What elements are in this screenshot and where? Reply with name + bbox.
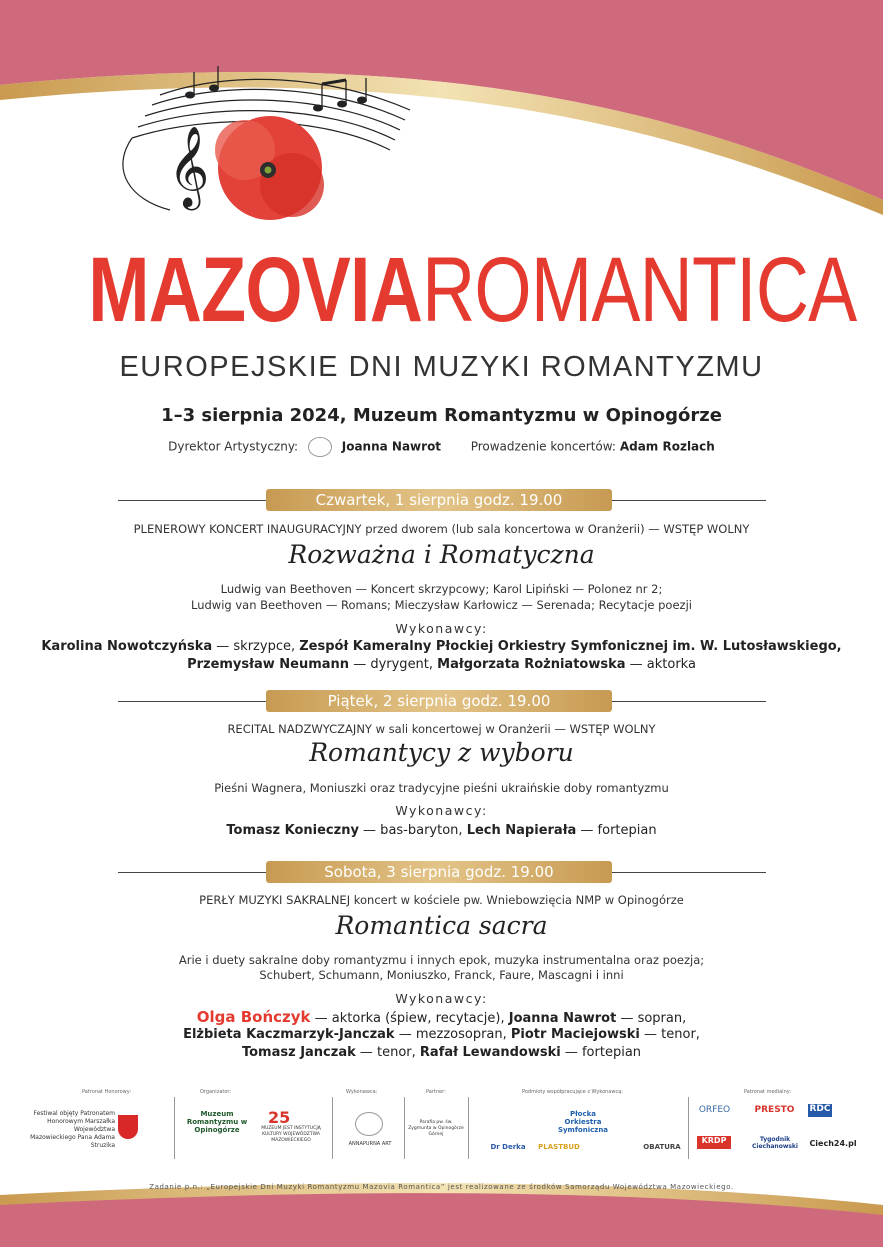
performer-name: Joanna Nawrot xyxy=(508,1011,617,1026)
footer-divider xyxy=(174,1097,175,1159)
event-type: RECITAL NADZWYCZAJNY w sali koncertowej w Oranżerii — WSTĘP WOLNY xyxy=(227,722,656,736)
sponsor-logo: Dr Derka xyxy=(490,1143,526,1151)
performers-line xyxy=(0,638,883,656)
event-title: Romantica sacra xyxy=(335,911,548,940)
directors-line xyxy=(0,437,883,457)
media-logo: RDC xyxy=(808,1104,832,1117)
performer-name: Tomasz Janczak xyxy=(241,1045,356,1060)
event-program-line: Arie i duety sakralne doby romantyzmu i innych epok, muzyka instrumentalna oraz poezja; xyxy=(178,953,705,967)
performers-label: Wykonawcy: xyxy=(395,991,488,1006)
host-label: Prowadzenie koncertów: xyxy=(470,439,616,454)
host-name: Adam Rozlach xyxy=(619,439,715,454)
performer-role: — mezzosopran, xyxy=(394,1027,511,1042)
event-program-line: Pieśni Wagnera, Moniuszki oraz tradycyjne pieśni ukraińskie doby romantyzmu xyxy=(214,781,669,795)
dates-place: 1–3 sierpnia 2024, Muzeum Romantyzmu w Opinogórze xyxy=(161,405,722,426)
performer-name: Zespół Kameralny Płockiej Orkiestry Symfonicznej im. W. Lutosławskiego, xyxy=(299,639,842,654)
sponsor-logo: Płocka Orkiestra Symfoniczna xyxy=(557,1110,609,1134)
treble-clef-icon: 𝄞 xyxy=(168,125,210,207)
media-logo: Tygodnik Ciechanowski xyxy=(752,1136,798,1150)
mountain-logo-icon xyxy=(355,1112,383,1136)
performer-name: Tomasz Konieczny xyxy=(226,823,359,838)
performers-line xyxy=(0,822,883,840)
footer-divider xyxy=(404,1097,405,1159)
event-title: Romantycy z wyboru xyxy=(309,738,574,767)
performer-name: Rafał Lewandowski xyxy=(419,1045,561,1060)
performers-line xyxy=(0,656,883,674)
event-date-badge: Czwartek, 1 sierpnia godz. 19.00 xyxy=(266,489,612,511)
performer-logo: ANNAPURNA ART xyxy=(348,1141,392,1147)
event-program-line: Ludwig van Beethoven — Koncert skrzypcowy; Karol Lipiński — Polonez nr 2; xyxy=(220,582,663,596)
performer-role: — fortepian xyxy=(560,1045,642,1060)
performers-label: Wykonawcy: xyxy=(395,803,488,818)
performers-line xyxy=(0,1044,883,1062)
sponsor-logo: OBATURA xyxy=(643,1143,681,1151)
performer-name: Przemysław Neumann xyxy=(187,657,350,672)
festival-title xyxy=(88,239,857,341)
patronage-text: Festiwal objęty Patronatem Honorowym Marszałka Województwa Mazowieckiego Pana Adama Struzika xyxy=(30,1110,115,1149)
festival-title-bold: MAZOVIA xyxy=(88,239,423,341)
footer-label-media: Patronat medialny: xyxy=(744,1089,792,1095)
footer-label-partner: Partner: xyxy=(426,1089,446,1095)
partner-logo: Parafia pw. św. Zygmunta w Opinogórze Górnej xyxy=(408,1120,464,1137)
event-type: PERŁY MUZYKI SAKRALNEJ koncert w kościele pw. Wniebowzięcia NMP w Opinogórze xyxy=(199,893,684,907)
performer-name: Karolina Nowotczyńska xyxy=(41,639,213,654)
performer-role: — skrzypce, xyxy=(212,639,300,654)
sponsor-logo: PLASTBUD xyxy=(538,1143,580,1151)
footer-label-patronage: Patronat Honorowy: xyxy=(82,1089,132,1095)
performer-name: Małgorzata Rożniatowska xyxy=(437,657,626,672)
media-logo: KRDP xyxy=(697,1136,731,1149)
performer-role: — tenor, xyxy=(639,1027,700,1042)
footer-label-cooperating: Podmioty współpracujące z Wykonawcą: xyxy=(522,1089,623,1095)
event-title: Rozważna i Romatyczna xyxy=(288,540,595,569)
performer-name: Piotr Maciejowski xyxy=(510,1027,640,1042)
event-program-line: Ludwig van Beethoven — Romans; Mieczysław Karłowicz — Serenada; Recytacje poezji xyxy=(191,598,692,612)
artistic-director-label: Dyrektor Artystyczny: xyxy=(168,439,299,454)
media-logo: ORFEO xyxy=(698,1105,731,1115)
festival-subtitle: EUROPEJSKIE DNI MUZYKI ROMANTYZMU xyxy=(119,351,764,383)
performers-line xyxy=(0,1026,883,1044)
media-logo: PRESTO xyxy=(754,1105,795,1115)
performer-name: Elżbieta Kaczmarzyk-Janczak xyxy=(183,1027,395,1042)
performer-role: — sopran, xyxy=(616,1011,687,1026)
performers-label: Wykonawcy: xyxy=(395,621,488,636)
performer-role: — fortepian xyxy=(576,823,657,838)
event-date-badge: Sobota, 3 sierpnia godz. 19.00 xyxy=(266,861,612,883)
mazovia-coat-of-arms-icon xyxy=(118,1115,138,1139)
event-program-line: Schubert, Schumann, Moniuszko, Franck, Faure, Mascagni i inni xyxy=(259,968,624,982)
performers-line xyxy=(0,1008,883,1028)
footer-divider xyxy=(688,1097,689,1159)
festival-title-thin: ROMANTICA xyxy=(422,239,857,341)
organizer-years-logo: 25 xyxy=(268,1108,291,1127)
performer-role: — aktorka (śpiew, recytacje), xyxy=(310,1011,509,1026)
performer-name: Lech Napierała xyxy=(466,823,577,838)
footer-divider xyxy=(332,1097,333,1159)
performer-role: — aktorka xyxy=(625,657,696,672)
organizer-years-text: MUZEUM JEST INSTYTUCJĄ KULTURY WOJEWÓDZTWA MAZOWIECKIEGO xyxy=(261,1126,321,1143)
artistic-director-name: Joanna Nawrot xyxy=(341,439,442,454)
performer-role: — bas-baryton, xyxy=(358,823,467,838)
funding-note: Zadanie p.n.: „Europejskie Dni Muzyki Romantyzmu Mazovia Romantica” jest realizowane ze środków Samorządu Województwa Mazowieckiego. xyxy=(149,1183,734,1191)
event-type: PLENEROWY KONCERT INAUGURACYJNY przed dworem (lub sala koncertowa w Oranżerii) — WSTĘP WOLNY xyxy=(133,522,750,536)
media-logo: Ciech24.pl xyxy=(809,1139,857,1148)
performer-name: Olga Bończyk xyxy=(196,1008,311,1026)
footer-divider xyxy=(468,1097,469,1159)
event-date-badge: Piątek, 2 sierpnia godz. 19.00 xyxy=(266,690,612,712)
director-logo-icon xyxy=(308,437,332,457)
footer-label-performer: Wykonawca: xyxy=(346,1089,378,1095)
organizer-logo: Muzeum Romantyzmu w Opinogórze xyxy=(186,1110,248,1134)
footer-label-organizer: Organizator: xyxy=(200,1089,232,1095)
performer-role: — dyrygent, xyxy=(349,657,438,672)
performer-role: — tenor, xyxy=(355,1045,420,1060)
poppy-flower-icon xyxy=(215,116,324,220)
